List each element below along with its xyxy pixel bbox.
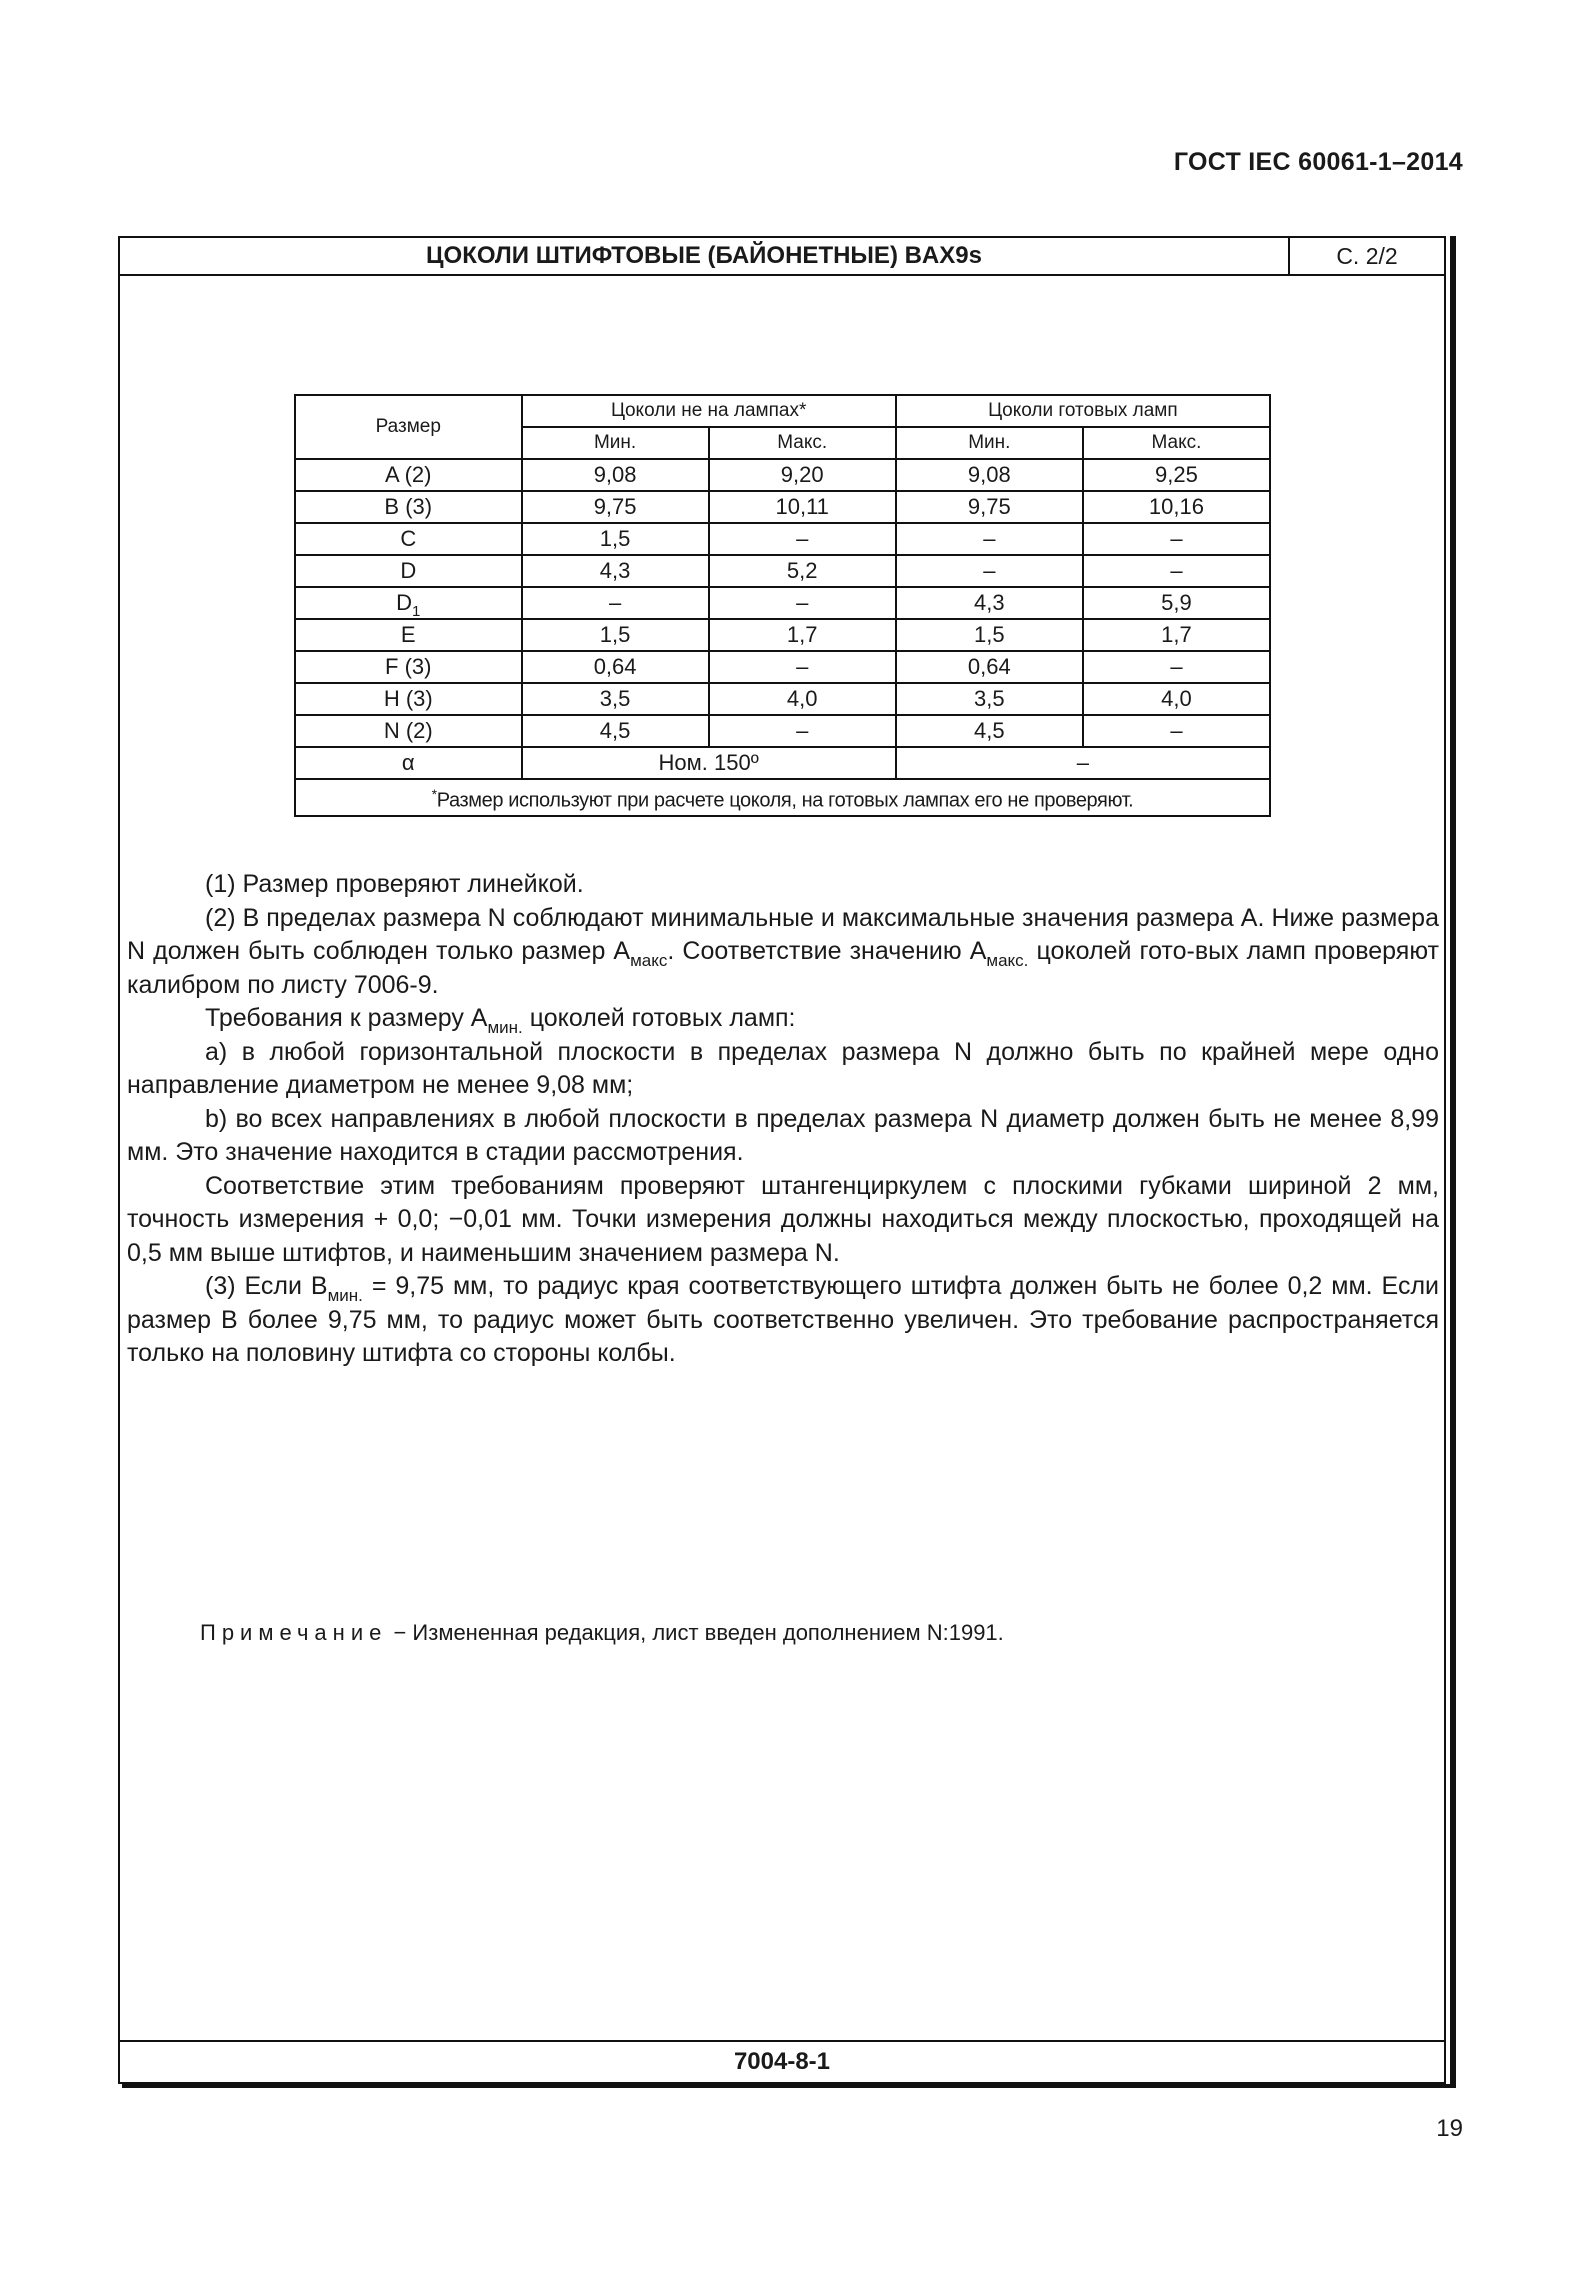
- requirement-b: b) во всех направлениях в любой плоскости в пределах размера N диаметр должен быть не менее 8,99 мм. Это значение находится в стадии рассмотрения.: [127, 1104, 1439, 1166]
- table-header-row: [295, 395, 1270, 427]
- max-header: Макс.: [1083, 427, 1270, 459]
- size-cell: C: [295, 523, 522, 555]
- note-1: (1) Размер проверяют линейкой.: [205, 870, 584, 898]
- min-header: Мин.: [522, 427, 709, 459]
- value-cell: 5,2: [709, 555, 896, 587]
- value-cell: 1,5: [522, 523, 709, 555]
- value-cell: 1,7: [709, 619, 896, 651]
- value-cell: 9,75: [896, 491, 1083, 523]
- sheet-header: [120, 238, 1444, 276]
- value-cell: 5,9: [1083, 587, 1270, 619]
- sheet-page-label: С. 2/2: [1336, 243, 1398, 269]
- size-cell: F (3): [295, 651, 522, 683]
- value-cell: 4,3: [896, 587, 1083, 619]
- value-cell: 0,64: [522, 651, 709, 683]
- dimensions-table: [294, 394, 1271, 817]
- table-row: [295, 619, 1270, 651]
- value-cell: –: [1083, 715, 1270, 747]
- value-cell: –: [709, 715, 896, 747]
- value-cell: 4,5: [896, 715, 1083, 747]
- value-cell: –: [896, 555, 1083, 587]
- table-row: [295, 459, 1270, 491]
- value-cell: 9,08: [522, 459, 709, 491]
- requirements-intro: Требования к размеру $A_{мин.}$ цоколей готовых ламп:: [205, 1004, 796, 1037]
- value-cell: 3,5: [522, 683, 709, 715]
- value-cell: 9,25: [1083, 459, 1270, 491]
- value-cell: 1,7: [1083, 619, 1270, 651]
- conformity-paragraph: Соответствие этим требованиям проверяют штангенциркулем с плоскими губками шириной 2 мм, точность измерения + 0,0; −0,01 мм. Точки измерения должны находиться между плоскостью, проходящей на 0,5 мм выше штифтов, и наименьшим значением размера N.: [127, 1171, 1439, 1267]
- size-cell: A (2): [295, 459, 522, 491]
- size-cell: E: [295, 619, 522, 651]
- value-cell: 0,64: [896, 651, 1083, 683]
- table-row: [295, 523, 1270, 555]
- value-cell: –: [896, 523, 1083, 555]
- sheet-title: ЦОКОЛИ ШТИФТОВЫЕ (БАЙОНЕТНЫЕ) BAX9s: [120, 238, 1290, 274]
- size-cell: D: [295, 555, 522, 587]
- table-footnote: *Размер используют при расчете цоколя, на готовых лампах его не проверяют.: [295, 779, 1270, 816]
- alpha-finished: –: [896, 747, 1270, 779]
- note-3: (3) Если $B_{мин.} = 9,75$ мм, то радиус края соответствующего штифта должен быть не более 0,2 мм. Если размер B более 9,75 мм, то радиус может быть соответственно увеличен. Это требование распространяется только на половину штифта со стороны колбы.: [127, 1272, 1439, 1367]
- value-cell: 4,5: [522, 715, 709, 747]
- size-cell: N (2): [295, 715, 522, 747]
- amendment-note: Примечание − Измененная редакция, лист введен дополнением N:1991.: [200, 1620, 1004, 1645]
- frame-shadow-right: [1450, 236, 1456, 2084]
- frame-shadow-bottom: [122, 2084, 1456, 2088]
- table-row: [295, 715, 1270, 747]
- value-cell: 10,16: [1083, 491, 1270, 523]
- table-row: [295, 683, 1270, 715]
- value-cell: 3,5: [896, 683, 1083, 715]
- value-cell: 9,75: [522, 491, 709, 523]
- group-finished-lamps: Цоколи готовых ламп: [896, 395, 1270, 427]
- value-cell: 4,3: [522, 555, 709, 587]
- notes-text: [127, 868, 1439, 1371]
- min-header: Мин.: [896, 427, 1083, 459]
- value-cell: 1,5: [522, 619, 709, 651]
- value-cell: –: [709, 651, 896, 683]
- alpha-row: [295, 747, 1270, 779]
- table-row: [295, 587, 1270, 619]
- max-header: Макс.: [709, 427, 896, 459]
- page-number: 19: [1436, 2115, 1463, 2142]
- value-cell: –: [1083, 523, 1270, 555]
- value-cell: 4,0: [1083, 683, 1270, 715]
- value-cell: 1,5: [896, 619, 1083, 651]
- table-row: [295, 491, 1270, 523]
- table-row: [295, 651, 1270, 683]
- value-cell: 4,0: [709, 683, 896, 715]
- table-footnote-row: [295, 779, 1270, 816]
- value-cell: –: [709, 523, 896, 555]
- note-2: (2) В пределах размера N соблюдают минимальные и максимальные значения размера A. Ниже размера N должен быть соблюден только размер $A_{макс}$. Соответствие значению $A_{макс.}$ цоколей гото-вых ламп проверяют калибром по листу 7006-9.: [127, 903, 1439, 999]
- value-cell: 10,11: [709, 491, 896, 523]
- value-cell: –: [1083, 555, 1270, 587]
- standard-code: ГОСТ IEC 60061-1–2014: [1173, 148, 1463, 176]
- value-cell: –: [1083, 651, 1270, 683]
- size-cell: B (3): [295, 491, 522, 523]
- col-size-header: Размер: [295, 395, 522, 459]
- sheet-frame: [118, 236, 1446, 2084]
- value-cell: 9,08: [896, 459, 1083, 491]
- table-row: [295, 555, 1270, 587]
- value-cell: –: [709, 587, 896, 619]
- requirement-a: a) в любой горизонтальной плоскости в пределах размера N должно быть по крайней мере одно направление диаметром не менее 9,08 мм;: [127, 1037, 1439, 1099]
- group-bases-without-lamps: Цоколи не на лампах*: [522, 395, 896, 427]
- sheet-number: 7004-8-1: [120, 2040, 1444, 2082]
- value-cell: 9,20: [709, 459, 896, 491]
- size-cell: H (3): [295, 683, 522, 715]
- size-cell: $D_1$: [295, 587, 522, 619]
- alpha-label: α: [295, 747, 522, 779]
- value-cell: –: [522, 587, 709, 619]
- alpha-value: Ном. 150º: [522, 747, 896, 779]
